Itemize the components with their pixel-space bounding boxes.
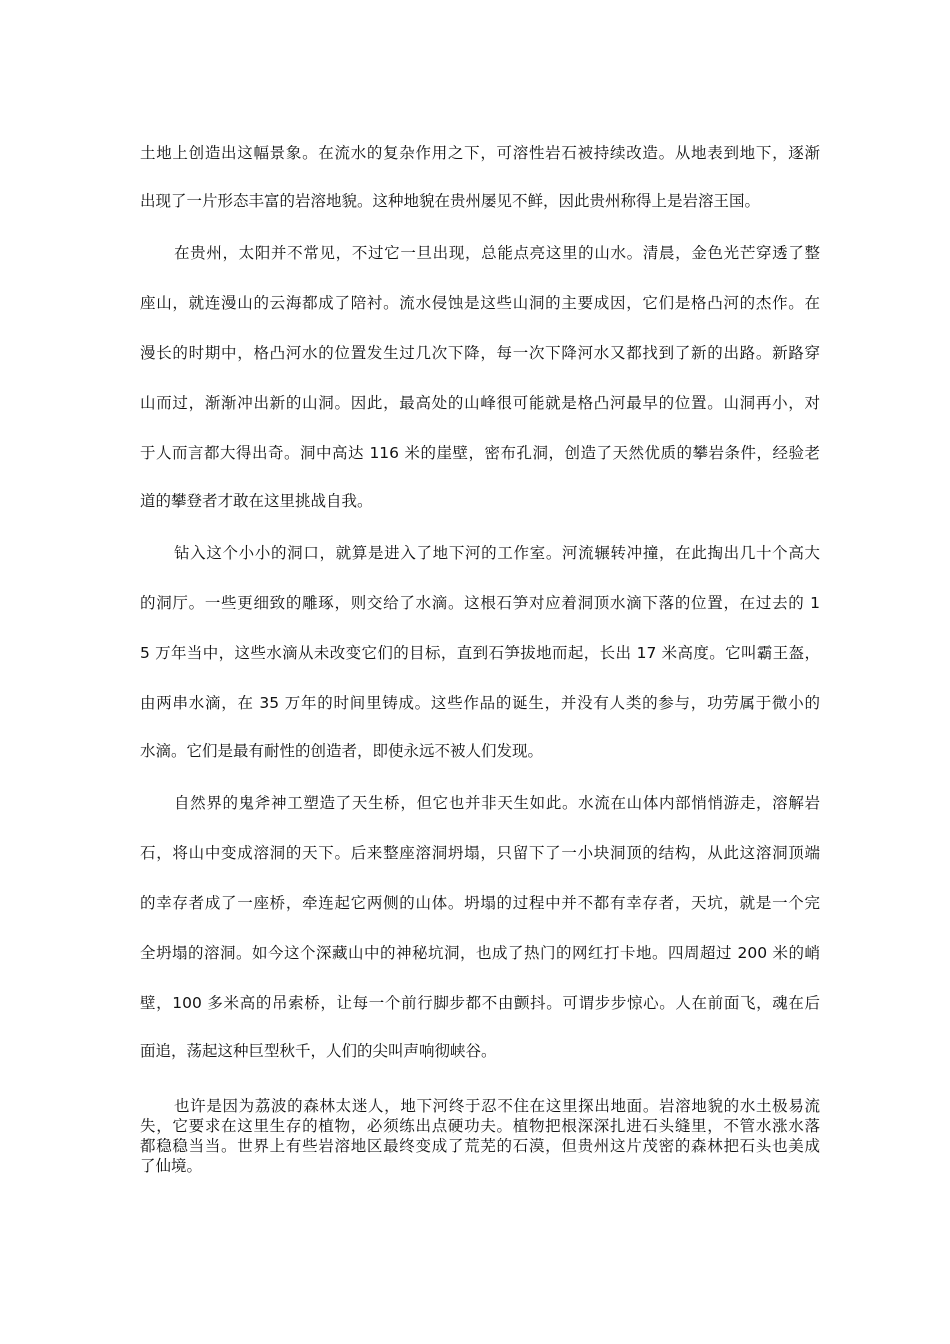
paragraph-3-line-1: 钻入这个小小的洞口，就算是进入了地下河的工作室。河流辗转冲撞，在此掏出几十个高大 [174, 544, 820, 562]
paragraph-1-line-2: 出现了一片形态丰富的岩溶地貌。这种地貌在贵州屡见不鲜，因此贵州称得上是岩溶王国。 [140, 192, 761, 210]
paragraph-2-line-4: 山而过，渐渐冲出新的山洞。因此，最高处的山峰很可能就是格凸河最早的位置。山洞再小，对 [140, 394, 820, 412]
paragraph-4-line-6: 面追，荡起这种巨型秋千，人们的尖叫声响彻峡谷。 [140, 1042, 497, 1060]
paragraph-2-line-1: 在贵州，太阳并不常见，不过它一旦出现，总能点亮这里的山水。清晨，金色光芒穿透了整 [174, 244, 820, 262]
paragraph-5-line-3: 都稳稳当当。世界上有些岩溶地区最终变成了荒芜的石漠，但贵州这片茂密的森林把石头也美成 [140, 1137, 820, 1155]
paragraph-4-line-4: 全坍塌的溶洞。如今这个深藏山中的神秘坑洞，也成了热门的网红打卡地。四周超过 200 米的峭 [140, 944, 820, 962]
paragraph-5-line-4: 了仙境。 [140, 1157, 203, 1175]
paragraph-3-line-4: 由两串水滴，在 35 万年的时间里铸成。这些作品的诞生，并没有人类的参与，功劳属于微小的 [140, 694, 820, 712]
paragraph-5-line-1: 也许是因为荔波的森林太迷人，地下河终于忍不住在这里探出地面。岩溶地貌的水土极易流 [174, 1097, 820, 1115]
paragraph-3-line-5: 水滴。它们是最有耐性的创造者，即使永远不被人们发现。 [140, 742, 544, 760]
paragraph-5 [140, 1096, 820, 1176]
paragraph-4-line-1: 自然界的鬼斧神工塑造了天生桥，但它也并非天生如此。水流在山体内部悄悄游走，溶解岩 [174, 794, 820, 812]
paragraph-3-line-2: 的洞厅。一些更细致的雕琢，则交给了水滴。这根石笋对应着洞顶水滴下落的位置，在过去的 1 [140, 594, 820, 612]
paragraph-1-line-1: 土地上创造出这幅景象。在流水的复杂作用之下，可溶性岩石被持续改造。从地表到地下，逐渐 [140, 144, 820, 162]
paragraph-2-line-6: 道的攀登者才敢在这里挑战自我。 [140, 492, 373, 510]
paragraph-4-line-3: 的幸存者成了一座桥，牵连起它两侧的山体。坍塌的过程中并不都有幸存者，天坑，就是一个完 [140, 894, 820, 912]
paragraph-3-line-3: 5 万年当中，这些水滴从未改变它们的目标，直到石笋拔地而起，长出 17 米高度。它叫霸王盔， [140, 644, 820, 662]
paragraph-2-line-5: 于人而言都大得出奇。洞中高达 116 米的崖壁，密布孔洞，创造了天然优质的攀岩条件，经验老 [140, 444, 820, 462]
paragraph-4-line-5: 壁，100 多米高的吊索桥，让每一个前行脚步都不由颤抖。可谓步步惊心。人在前面飞，魂在后 [140, 994, 820, 1012]
paragraph-2-line-2: 座山，就连漫山的云海都成了陪衬。流水侵蚀是这些山洞的主要成因，它们是格凸河的杰作。在 [140, 294, 820, 312]
paragraph-4-line-2: 石，将山中变成溶洞的天下。后来整座溶洞坍塌，只留下了一小块洞顶的结构，从此这溶洞顶端 [140, 844, 820, 862]
paragraph-5-line-2: 失，它要求在这里生存的植物，必须练出点硬功夫。植物把根深深扎进石头缝里，不管水涨水落 [140, 1117, 820, 1135]
paragraph-2-line-3: 漫长的时期中，格凸河水的位置发生过几次下降，每一次下降河水又都找到了新的出路。新路穿 [140, 344, 820, 362]
